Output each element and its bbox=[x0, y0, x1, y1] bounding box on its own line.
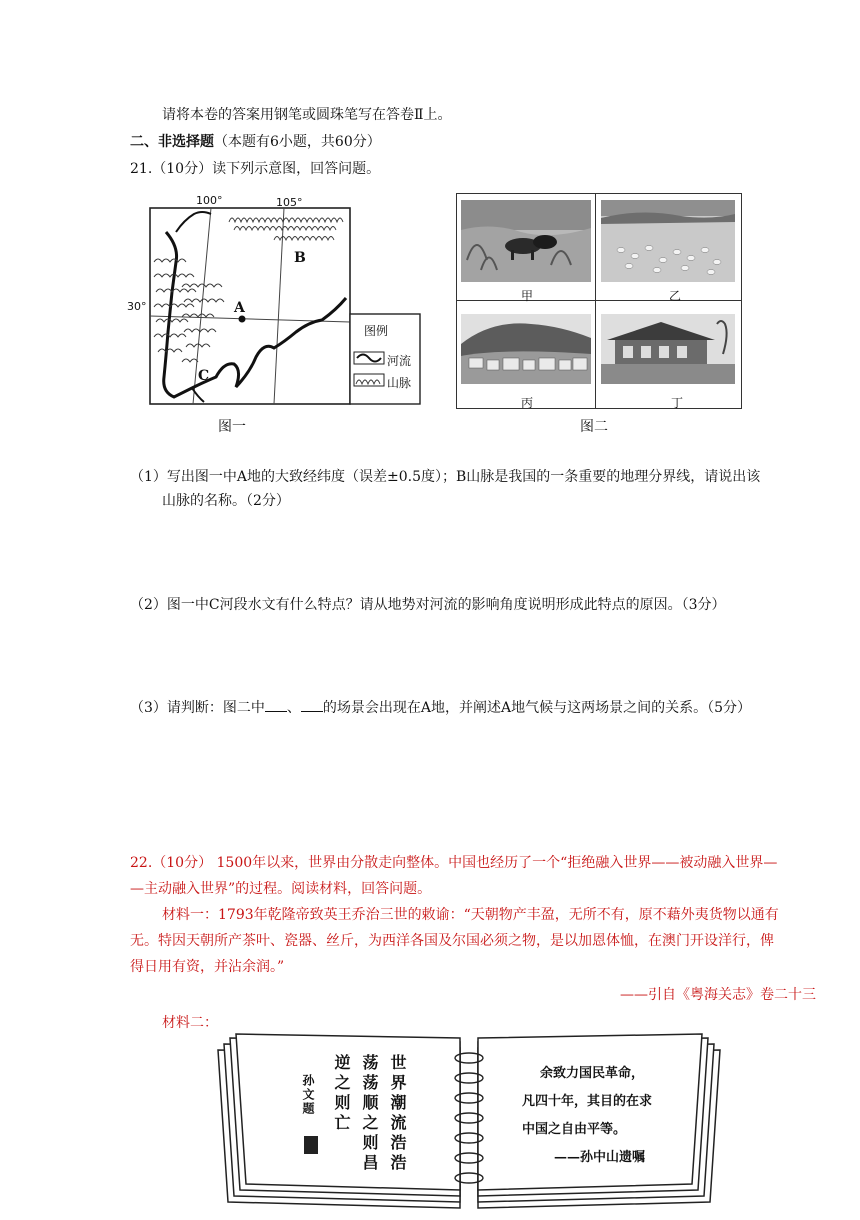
q21-sub3-part-b: 的场景会出现在A地，并阐述A地气候与这两场景之间的关系。（5分） bbox=[322, 700, 752, 716]
point-c-label: C bbox=[198, 368, 210, 384]
q21-sub3-sep: 、 bbox=[286, 700, 301, 716]
figure-1-caption: 图一 bbox=[218, 419, 246, 435]
photo-bing bbox=[461, 314, 591, 384]
q21-sub2: （2）图一中C河段水文有什么特点？请从地势对河流的影响角度说明形成此特点的原因。（3分） bbox=[130, 597, 726, 613]
section-title: 二、非选择题 bbox=[130, 134, 214, 150]
q22-head-line2: —主动融入世界”的过程。阅读材料，回答问题。 bbox=[130, 881, 432, 897]
photo-yi-label: 乙 bbox=[669, 289, 682, 303]
photo-yi bbox=[601, 200, 735, 282]
will-line1: 余致力国民革命， bbox=[540, 1066, 645, 1081]
photo-jia-label: 甲 bbox=[521, 289, 534, 303]
q22-material1-line2: 无。特因天朝所产茶叶、瓷器、丝斤，为西洋各国及尔国必须之物，是以加恩体恤，在澳门开设洋行，俾 bbox=[130, 933, 774, 949]
will-line2: 凡四十年，其目的在求 bbox=[522, 1094, 653, 1109]
legend-river-label: 河流 bbox=[387, 354, 412, 368]
figure-2-caption: 图二 bbox=[580, 419, 608, 435]
q22-source: ——引自《粤海关志》卷二十三 bbox=[620, 987, 816, 1003]
q22-head-line1: 22.（10分） 1500年以来，世界由分散走向整体。中国也经历了一个“拒绝融入世界——被动融入世界— bbox=[130, 855, 778, 871]
calligraphy-col3: 逆之则亡 bbox=[332, 1054, 351, 1134]
legend-title: 图例 bbox=[364, 324, 389, 338]
answer-blank-2[interactable] bbox=[301, 699, 323, 712]
q22-material2-label: 材料二： bbox=[162, 1015, 218, 1031]
q21-sub1-line1: （1）写出图一中A地的大致经纬度（误差±0.5度）；B山脉是我国的一条重要的地理分界线，请说出该 bbox=[130, 469, 761, 485]
calligraphy-signature: 孙文题 bbox=[301, 1074, 315, 1116]
map-drawing bbox=[124, 192, 424, 412]
legend-mountain-label: 山脉 bbox=[387, 376, 412, 390]
will-line3: 中国之自由平等。 bbox=[522, 1122, 627, 1137]
figure-1-map bbox=[124, 192, 424, 412]
photo-ding-label: 丁 bbox=[671, 396, 684, 410]
photo-jia bbox=[461, 200, 591, 282]
q21-sub1-line2: 山脉的名称。（2分） bbox=[162, 493, 290, 509]
q22-material1-line1: 材料一：1793年乾隆帝致英王乔治三世的敕谕：“天朝物产丰盈，无所不有，原不藉外夷货物以通有 bbox=[162, 907, 779, 923]
question-21-stem: 21.（10分）读下列示意图，回答问题。 bbox=[130, 161, 381, 177]
lon-100-label: 100° bbox=[196, 194, 223, 207]
point-b-label: B bbox=[294, 250, 306, 266]
q21-sub3 bbox=[130, 697, 751, 719]
lat-30-label: 30° bbox=[127, 300, 147, 313]
answer-blank-1[interactable] bbox=[265, 699, 287, 712]
section-note: （本题有6小题，共60分） bbox=[214, 134, 381, 150]
book-drawing bbox=[210, 1032, 730, 1216]
calligraphy-col1: 世界潮流浩浩 bbox=[388, 1054, 407, 1174]
q22-material1-line3: 得日用有资，并沾余润。” bbox=[130, 959, 285, 975]
point-a-label: A bbox=[234, 300, 245, 316]
lon-105-label: 105° bbox=[276, 196, 303, 209]
calligraphy-col2: 荡荡顺之则昌 bbox=[360, 1054, 379, 1174]
q21-sub3-part-a: （3）请判断：图二中 bbox=[130, 700, 265, 716]
will-signature: ——孙中山遗嘱 bbox=[554, 1150, 646, 1165]
section-header bbox=[130, 131, 381, 153]
book-illustration bbox=[210, 1032, 730, 1216]
figure-2-photos bbox=[456, 193, 742, 409]
photo-bing-label: 丙 bbox=[521, 396, 534, 410]
instruction-line: 请将本卷的答案用钢笔或圆珠笔写在答卷Ⅱ上。 bbox=[162, 107, 452, 123]
photo-ding bbox=[601, 314, 735, 384]
